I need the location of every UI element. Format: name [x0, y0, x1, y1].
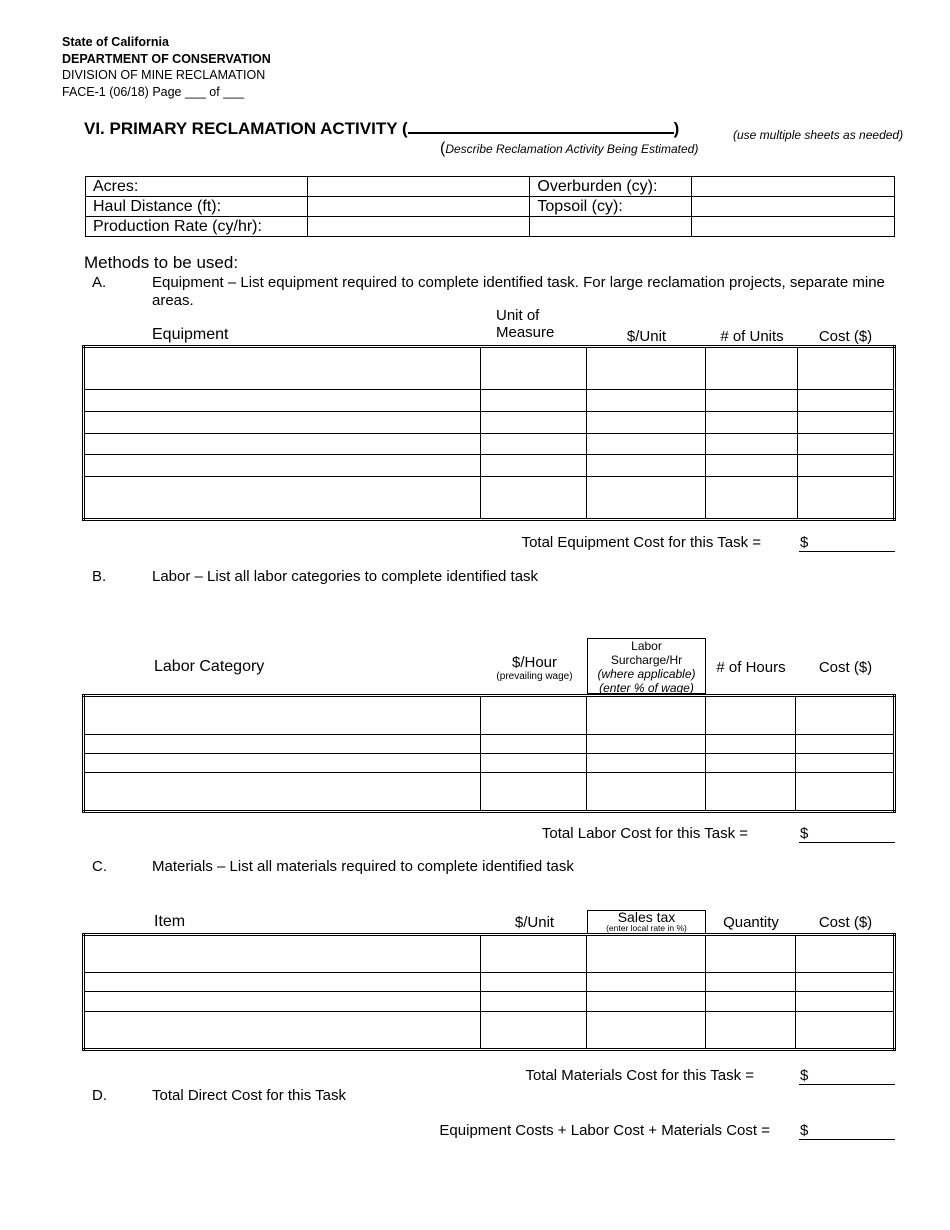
equipment-total-field[interactable]: $ — [799, 534, 895, 552]
table-cell[interactable] — [706, 992, 796, 1011]
subcaption-text: Describe Reclamation Activity Being Estimated) — [445, 142, 699, 156]
table-cell[interactable] — [796, 1011, 895, 1049]
surcharge-col-header — [587, 638, 706, 694]
hour-col-note: (prevailing wage) — [496, 671, 573, 682]
overburden-field[interactable] — [692, 177, 895, 197]
table-cell[interactable] — [706, 347, 798, 390]
title-close: ) — [673, 119, 680, 138]
table-cell[interactable] — [481, 347, 587, 390]
quantity-col-header: Quantity — [723, 914, 779, 931]
haul-distance-field[interactable] — [307, 197, 530, 217]
topsoil-field[interactable] — [692, 197, 895, 217]
state-name: State of California — [62, 35, 169, 49]
unit-measure-line-2: Measure — [496, 324, 555, 341]
table-row — [84, 696, 895, 735]
table-row — [84, 433, 895, 455]
materials-total-label: Total Materials Cost for this Task = — [525, 1067, 754, 1084]
table-cell[interactable] — [706, 390, 798, 412]
table-row — [84, 390, 895, 412]
table-cell[interactable] — [481, 773, 587, 812]
table-cell[interactable] — [587, 1011, 706, 1049]
table-cell[interactable] — [706, 1011, 796, 1049]
table-cell[interactable] — [481, 696, 587, 735]
table-cell[interactable] — [706, 773, 796, 812]
table-row — [84, 935, 895, 973]
surcharge-line-3: (where applicable) — [597, 667, 696, 681]
table-cell[interactable] — [587, 347, 706, 390]
table-row — [84, 411, 895, 433]
title-text: VI. PRIMARY RECLAMATION ACTIVITY ( — [84, 119, 408, 138]
table-row — [84, 973, 895, 992]
table-row — [84, 773, 895, 812]
table-cell[interactable] — [84, 347, 481, 390]
table-cell[interactable] — [84, 992, 481, 1011]
table-cell[interactable] — [587, 433, 706, 455]
units-col-header: # of Units — [720, 328, 784, 345]
table-cell[interactable] — [706, 734, 796, 753]
table-cell[interactable] — [587, 973, 706, 992]
equipment-total-label: Total Equipment Cost for this Task = — [521, 534, 761, 551]
section-d-letter: D. — [92, 1087, 107, 1104]
table-cell[interactable] — [798, 476, 895, 519]
table-row — [84, 455, 895, 477]
table-cell[interactable] — [796, 696, 895, 735]
table-cell[interactable] — [587, 992, 706, 1011]
unit-measure-col-header — [482, 307, 600, 341]
hours-col-header: # of Hours — [716, 659, 786, 676]
table-cell[interactable] — [84, 390, 481, 412]
table-cell[interactable] — [84, 1011, 481, 1049]
cost-col-header: Cost ($) — [818, 328, 873, 345]
table-cell[interactable] — [587, 390, 706, 412]
table-cell[interactable] — [84, 696, 481, 735]
table-cell[interactable] — [84, 433, 481, 455]
table-cell[interactable] — [481, 753, 587, 772]
equipment-col-header: Equipment — [152, 326, 229, 343]
table-row — [84, 347, 895, 390]
section-c-description: Materials – List all materials required to complete identified task — [152, 858, 574, 875]
materials-table — [82, 933, 896, 1051]
table-cell[interactable] — [706, 935, 796, 973]
department-name: DEPARTMENT OF CONSERVATION — [62, 51, 271, 66]
direct-cost-formula-label: Equipment Costs + Labor Cost + Materials Cost = — [439, 1122, 770, 1139]
table-cell[interactable] — [587, 696, 706, 735]
page-title — [84, 118, 679, 139]
sales-tax-note: (enter local rate in %) — [606, 923, 687, 933]
table-cell[interactable] — [796, 734, 895, 753]
table-cell[interactable] — [587, 476, 706, 519]
table-cell[interactable] — [84, 753, 481, 772]
labor-total-field[interactable]: $ — [799, 825, 895, 843]
section-b-letter: B. — [92, 568, 107, 585]
hour-col-header — [482, 654, 587, 682]
table-row — [86, 217, 895, 237]
table-cell[interactable] — [84, 734, 481, 753]
table-cell[interactable] — [706, 753, 796, 772]
table-cell[interactable] — [481, 992, 587, 1011]
table-cell[interactable] — [796, 973, 895, 992]
section-d-description: Total Direct Cost for this Task — [152, 1087, 346, 1104]
table-cell[interactable] — [706, 455, 798, 477]
table-row — [86, 177, 895, 197]
subcaption-paren: ( — [440, 140, 446, 157]
table-cell[interactable] — [796, 773, 895, 812]
acres-label: Acres: — [86, 177, 308, 197]
title-note: (use multiple sheets as needed) — [733, 128, 904, 142]
table-cell[interactable] — [706, 476, 798, 519]
per-unit-col-header: $/Unit — [626, 328, 667, 345]
table-cell[interactable] — [587, 753, 706, 772]
empty-field-cell[interactable] — [692, 217, 895, 237]
table-cell[interactable] — [798, 390, 895, 412]
table-cell[interactable] — [481, 455, 587, 477]
material-per-unit-col-header: $/Unit — [514, 914, 555, 931]
surcharge-line-2: Surcharge/Hr — [610, 653, 683, 667]
table-cell[interactable] — [481, 433, 587, 455]
table-cell[interactable] — [84, 973, 481, 992]
production-rate-label: Production Rate (cy/hr): — [86, 217, 308, 237]
materials-total-field[interactable]: $ — [799, 1067, 895, 1085]
acres-field[interactable] — [307, 177, 530, 197]
labor-table — [82, 694, 896, 813]
section-b-description: Labor – List all labor categories to complete identified task — [152, 568, 539, 585]
table-cell[interactable] — [587, 411, 706, 433]
activity-blank[interactable] — [408, 118, 674, 134]
table-cell[interactable] — [481, 1011, 587, 1049]
table-row — [84, 734, 895, 753]
table-cell[interactable] — [796, 935, 895, 973]
table-cell[interactable] — [481, 411, 587, 433]
form-id: FACE-1 (06/18) Page ___ of ___ — [62, 84, 245, 99]
hour-col-title: $/Hour — [511, 654, 558, 671]
table-cell[interactable] — [481, 734, 587, 753]
table-row — [86, 197, 895, 217]
table-row — [84, 992, 895, 1011]
table-cell[interactable] — [796, 992, 895, 1011]
unit-measure-line-1: Unit of — [496, 307, 540, 324]
materials-cost-col-header: Cost ($) — [818, 914, 873, 931]
table-cell[interactable] — [587, 935, 706, 973]
table-cell[interactable] — [481, 476, 587, 519]
table-cell[interactable] — [706, 973, 796, 992]
table-cell[interactable] — [84, 411, 481, 433]
table-cell[interactable] — [481, 935, 587, 973]
overburden-label: Overburden (cy): — [530, 177, 692, 197]
labor-total-label: Total Labor Cost for this Task = — [541, 825, 748, 842]
empty-label-cell — [530, 217, 692, 237]
title-subcaption — [440, 140, 698, 158]
topsoil-label: Topsoil (cy): — [530, 197, 692, 217]
table-row — [84, 753, 895, 772]
table-cell[interactable] — [84, 476, 481, 519]
section-c-letter: C. — [92, 858, 107, 875]
section-a-description: Equipment – List equipment required to complete identified task. For large reclamation projects, separate mine areas. — [152, 274, 885, 309]
table-row — [84, 1011, 895, 1049]
table-cell[interactable] — [798, 347, 895, 390]
table-cell[interactable] — [587, 773, 706, 812]
section-a-letter: A. — [92, 274, 107, 291]
site-info-table — [85, 176, 895, 237]
table-cell[interactable] — [84, 773, 481, 812]
sales-tax-title: Sales tax — [617, 909, 676, 925]
labor-cost-col-header: Cost ($) — [818, 659, 873, 676]
table-cell[interactable] — [587, 455, 706, 477]
table-cell[interactable] — [798, 433, 895, 455]
table-cell[interactable] — [798, 411, 895, 433]
sales-tax-col-header — [587, 910, 706, 934]
surcharge-line-1: Labor — [631, 639, 662, 653]
methods-heading: Methods to be used: — [84, 253, 239, 272]
table-cell[interactable] — [796, 753, 895, 772]
haul-distance-label: Haul Distance (ft): — [86, 197, 308, 217]
labor-category-col-header: Labor Category — [154, 658, 265, 675]
production-rate-field[interactable] — [307, 217, 530, 237]
table-cell[interactable] — [481, 390, 587, 412]
table-cell[interactable] — [798, 455, 895, 477]
form-header — [62, 34, 271, 100]
table-cell[interactable] — [481, 973, 587, 992]
table-cell[interactable] — [706, 433, 798, 455]
table-cell[interactable] — [84, 935, 481, 973]
surcharge-line-4: (enter % of wage) — [599, 681, 694, 695]
table-cell[interactable] — [587, 734, 706, 753]
table-cell[interactable] — [706, 411, 798, 433]
division-name: DIVISION OF MINE RECLAMATION — [62, 68, 266, 82]
equipment-table — [82, 345, 896, 521]
direct-cost-total-field[interactable]: $ — [799, 1122, 895, 1140]
table-cell[interactable] — [84, 455, 481, 477]
table-row — [84, 476, 895, 519]
item-col-header: Item — [154, 913, 186, 930]
table-cell[interactable] — [706, 696, 796, 735]
